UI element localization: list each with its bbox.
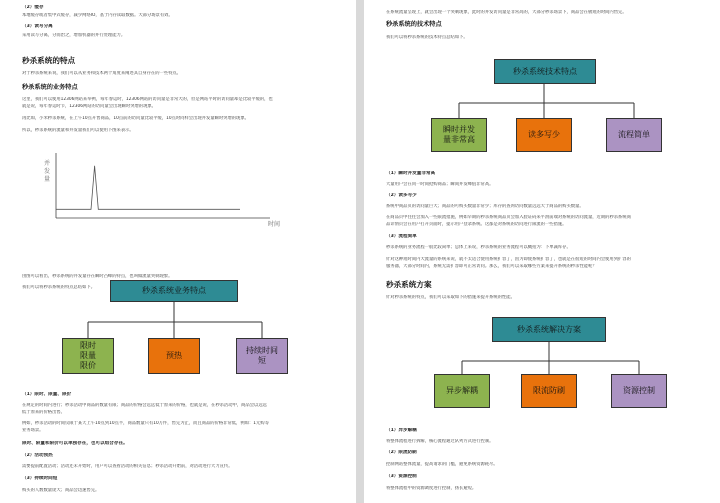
- business-feature-time-limited: 限时 限量 限价: [62, 338, 114, 374]
- features-heading: 秒杀系统的特点: [22, 56, 76, 65]
- item1-body-b: 低于原来的价格出售。: [22, 410, 65, 415]
- tech-feature-simple-flow: 流程简单: [606, 118, 662, 152]
- business-heading: 秒杀系统的业务特点: [22, 84, 78, 91]
- item1-body-c: 例如，秒杀活动的时间仅限于某天上午10点到10点半，商品数量只有10万件，售完为止，而且商品的价格非常低，例如：1元购等: [22, 421, 269, 426]
- tech-intro: 我们可以将秒杀系统的技术特点总结如下。: [386, 35, 468, 40]
- tech-item2-body-b: 在商品页中往往会加入一些限流措施，例如早期的秒杀系统商品页会加入验证码来平滑前端对系统的访问流量，近期的秒杀系统商: [386, 215, 631, 220]
- item1-note: 限时、限量和限价可以单独存在，也可以组合存在。: [22, 441, 128, 446]
- tech-feature-high-concurrency: 瞬时并发 量非常高: [431, 118, 487, 152]
- tech-heading: 秒杀系统的技术特点: [386, 21, 442, 28]
- features-intro: 对于秒杀系统来说，我们可以从业务和技术两个角度来阐述其自身存在的一些特点。: [22, 71, 181, 76]
- business-paragraph-1a: 这里，我们可以使用12306网站来举例，每年春运时，12306网站的访问量是非常大的，但是网站平时的访问量却是比较平缓的，也: [22, 97, 273, 102]
- solution-heading: 秒杀系统方案: [386, 280, 432, 289]
- solution-item1-title: （1）异步解耦: [386, 428, 417, 433]
- business-feature-preheat: 预热: [148, 338, 200, 374]
- item1-body-a: 在规定的时间内进行；秒杀活动中商品的数量有限；商品的价格会远远低于原来的价格，也就是说，在秒杀活动中，商品会以远远: [22, 403, 267, 408]
- item1-body-d: 业务场景。: [22, 428, 44, 433]
- tech-item3-body-c: 服务器，大部分时间内，系统无需扩容即可正常访问。那么，我们可以采取哪些方案来提升系统的秒杀性能呢？: [386, 264, 597, 269]
- solution-diagram-connectors: [364, 0, 720, 420]
- tech-item1-title: （1）瞬时并发量非常高: [386, 171, 436, 176]
- after-chart-text-2: 我们可以将秒杀系统的特点总结如下。: [22, 285, 96, 290]
- cache-body: 本地缓存或者集中式缓存，减少网络IO，基于内存读取数据。大部分场景有效。: [22, 13, 173, 18]
- business-diagram-connectors: [0, 0, 356, 380]
- left-page: [0, 0, 356, 503]
- solution-item1-body: 将整体流程进行拆解，核心流程通过队列方式进行控制。: [386, 439, 494, 444]
- business-diagram-root: 秒杀系统业务特点: [110, 280, 238, 302]
- tech-diagram-root: 秒杀系统技术特点: [494, 59, 596, 84]
- after-chart-text-1: 由图可以看出，秒杀系统的并发量存在瞬时凸峰的特点，也叫做流量突刺现象。: [22, 274, 173, 279]
- item3-title: （3）持续时间短: [22, 476, 58, 481]
- x-axis-label: 时间: [268, 221, 281, 228]
- solution-async-decoupling: 异步解耦: [434, 374, 490, 408]
- y-axis-label: 并 发 量: [44, 160, 51, 183]
- solution-item3-body: 将整体流程中的资源调度进行控制，扬长避短。: [386, 486, 477, 491]
- business-paragraph-1b: 就是说，每年春运时节，12306网站的访问量会出现瞬时突增的现象。: [22, 104, 156, 109]
- tech-feature-read-heavy: 读多写少: [516, 118, 572, 152]
- right-top-body: 在系统流量呈现上，就会出现一个突刺现象，此时的并发访问量是非常高的，大部分秒杀场景下，商品会在极短的时间内售完。: [386, 10, 627, 15]
- tech-item2-body-a: 系统中商品页的访问量巨大；商品的可购买数量非常少；库存的查询访问数量远远大于商品的购买数量。: [386, 204, 584, 209]
- tech-item3-title: （3）流程简单: [386, 234, 417, 239]
- cache-subtitle: （2）缓存: [22, 5, 44, 10]
- rw-split-subtitle: （3）读写分离: [22, 24, 53, 29]
- rw-split-body: 采用读写分离，分而治之，增加机器的并行处理能力。: [22, 33, 126, 38]
- item2-body: 需要提前配置活动；活动还未开始时，用户可以查看活动的相关信息；秒杀活动开始前，对活动进行大力宣传。: [22, 464, 233, 469]
- tech-item2-title: （2）读多写少: [386, 193, 417, 198]
- solution-rate-limiting: 限流防刷: [521, 374, 577, 408]
- right-page: [364, 0, 720, 503]
- tech-item3-body-a: 秒杀系统的业务流程一般比较简单；总体上来说，秒杀系统的业务流程可以概括为：下单减库存。: [386, 245, 571, 250]
- item1-title: （1）限时、限量、限价: [22, 392, 72, 397]
- solution-item2-body: 控制网站整体流量，提高请求的门槛，避免系统资源耗尽。: [386, 462, 498, 467]
- business-paragraph-2: 再比如，小米秒杀系统，在上午10点开售商品，10点前的访问量比较平缓，10点时同样会出现并发量瞬时突增的现象。: [22, 116, 249, 121]
- solution-diagram-root: 秒杀系统解决方案: [492, 317, 606, 342]
- business-feature-short-duration: 持续时间 短: [236, 338, 288, 374]
- business-paragraph-3: 所以，秒杀系统的流量和并发量我们可以使用下图来表示。: [22, 128, 134, 133]
- solution-item2-title: （2）限流防刷: [386, 450, 417, 455]
- solution-intro: 针对秒杀系统的特点，我们可以采取如下的措施来提升系统的性能。: [386, 295, 515, 300]
- solution-resource-control: 资源控制: [611, 374, 667, 408]
- solution-item3-title: （3）资源控制: [386, 474, 417, 479]
- tech-item2-body-c: 品详情页会在用户打开页面时，提示用户登录系统。这都是对系统的访问进行限流的一些措施。: [386, 222, 567, 227]
- item2-title: （2）活动预热: [22, 453, 53, 458]
- tech-item3-body-b: 针对这种短时间内大流量的系统来说，就不太适合使用系统扩容了，因为即使系统扩容了，也就是在很短的时间内会使用到扩容的: [386, 257, 631, 262]
- item3-body: 购买的人数数量庞大；商品会迅速售完。: [22, 488, 100, 493]
- tech-item1-body: 大量用户会在同一时间抢购商品；瞬间并发峰值非常高。: [386, 182, 494, 187]
